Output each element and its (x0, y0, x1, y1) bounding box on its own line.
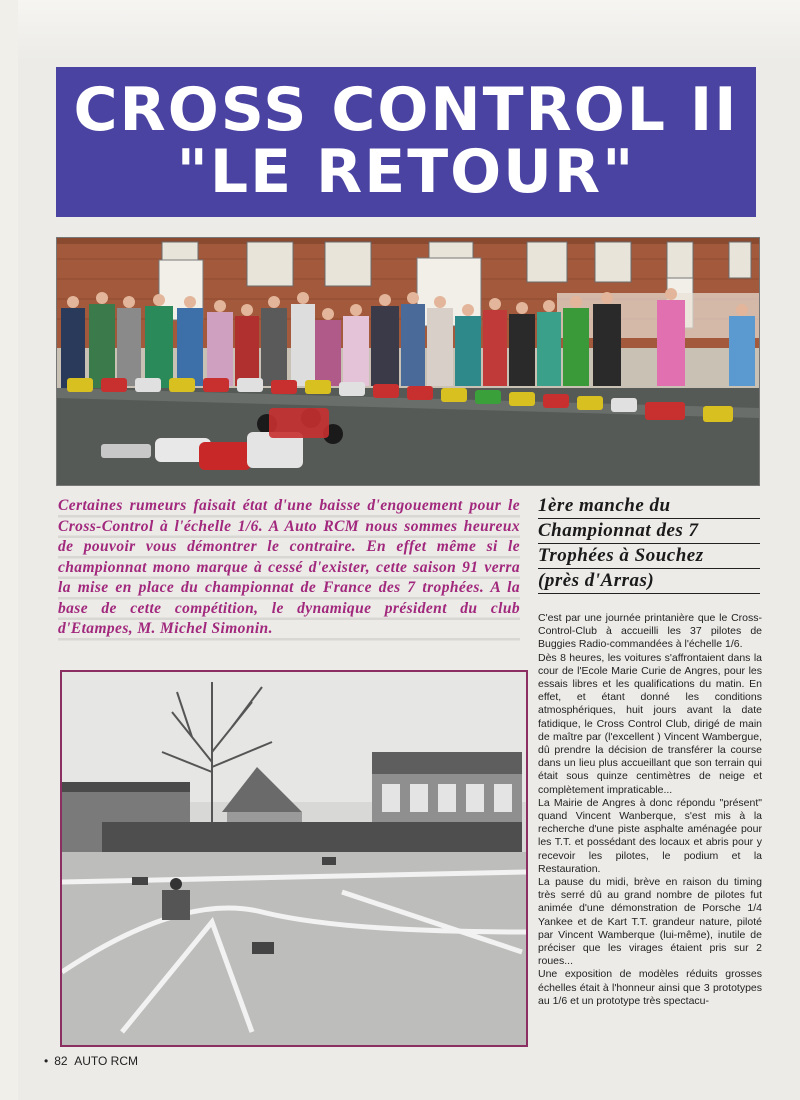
subheading-line-2: Championnat des 7 (538, 519, 760, 544)
body-paragraph-2: Dès 8 heures, les voitures s'affrontaient dans la cour de l'Ecole Marie Curie de Angres, pour les essais libres et les qualifications du matin. En effet, et étant donné les conditions atmosphériques, huit jours avant la date fatidique, le Cross Control Club, dirigé de main de maître par (l'excellent ) Vincent Wambergue, dû prendre la décision de transférer la course dans un lieu plus accueillant que son terrain qui était sous quinze centimètres de neige et complètement impraticable... (538, 651, 762, 796)
photo-track-school (60, 670, 528, 1047)
section-subheading (538, 494, 760, 594)
body-paragraph-1: C'est par une journée printanière que le Cross-Control-Club à accueilli les 37 pilotes de Buggies Radio-commandées à l'échelle 1/6. (538, 612, 762, 651)
article-body (538, 612, 762, 1008)
subheading-line-3: Trophées à Souchez (538, 544, 760, 569)
page-footer (44, 1054, 138, 1068)
intro-paragraph: Certaines rumeurs faisait état d'une baisse d'engouement pour le Cross-Control à l'échelle 1/6. A Auto RCM nous sommes heureux de pouvoir vous démontrer le contraire. En effet même si le championnat mono marque à cessé d'exister, cette saison 91 verra la mise en place du championnat de France des 7 trophées. A la base de cette compétition, le dynamique président du club d'Etampes, M. Michel Simonin. (58, 497, 520, 637)
body-paragraph-4: La pause du midi, brève en raison du timing très serré dû au grand nombre de pilotes fut animée d'une démonstration de Porsche 1/4 Yankee et de Kart T.T. grandeur nature, piloté par Vincent Wamberque (lui-même), inutile de préciser que les virages étaient pris sur 2 roues... (538, 876, 762, 968)
subheading-line-1: 1ère manche du (538, 494, 760, 519)
subheading-line-4: (près d'Arras) (538, 569, 760, 594)
footer-bullet: • (44, 1054, 49, 1068)
title-line-1: CROSS CONTROL II (73, 75, 739, 145)
photo-pilots-lineup (56, 237, 760, 486)
title-banner (56, 67, 756, 217)
page-number: 82 (54, 1054, 68, 1068)
page-top-shade (18, 0, 800, 60)
body-paragraph-3: La Mairie de Angres à donc répondu "présent" quand Vincent Wanberque, s'est mis à la recherche d'une piste asphalte aménagée pour les T.T. et possédant des locaux et abris pour y recevoir les pilotes, le podium et la Restauration. (538, 796, 762, 875)
magazine-name: AUTO RCM (74, 1054, 139, 1068)
magazine-page (18, 0, 800, 1100)
body-paragraph-5: Une exposition de modèles réduits grosses échelles était à l'honneur ainsi que 3 prototypes au 1/6 et un prototype très spectacu- (538, 968, 762, 1007)
title-line-2: "LE RETOUR" (176, 137, 636, 207)
